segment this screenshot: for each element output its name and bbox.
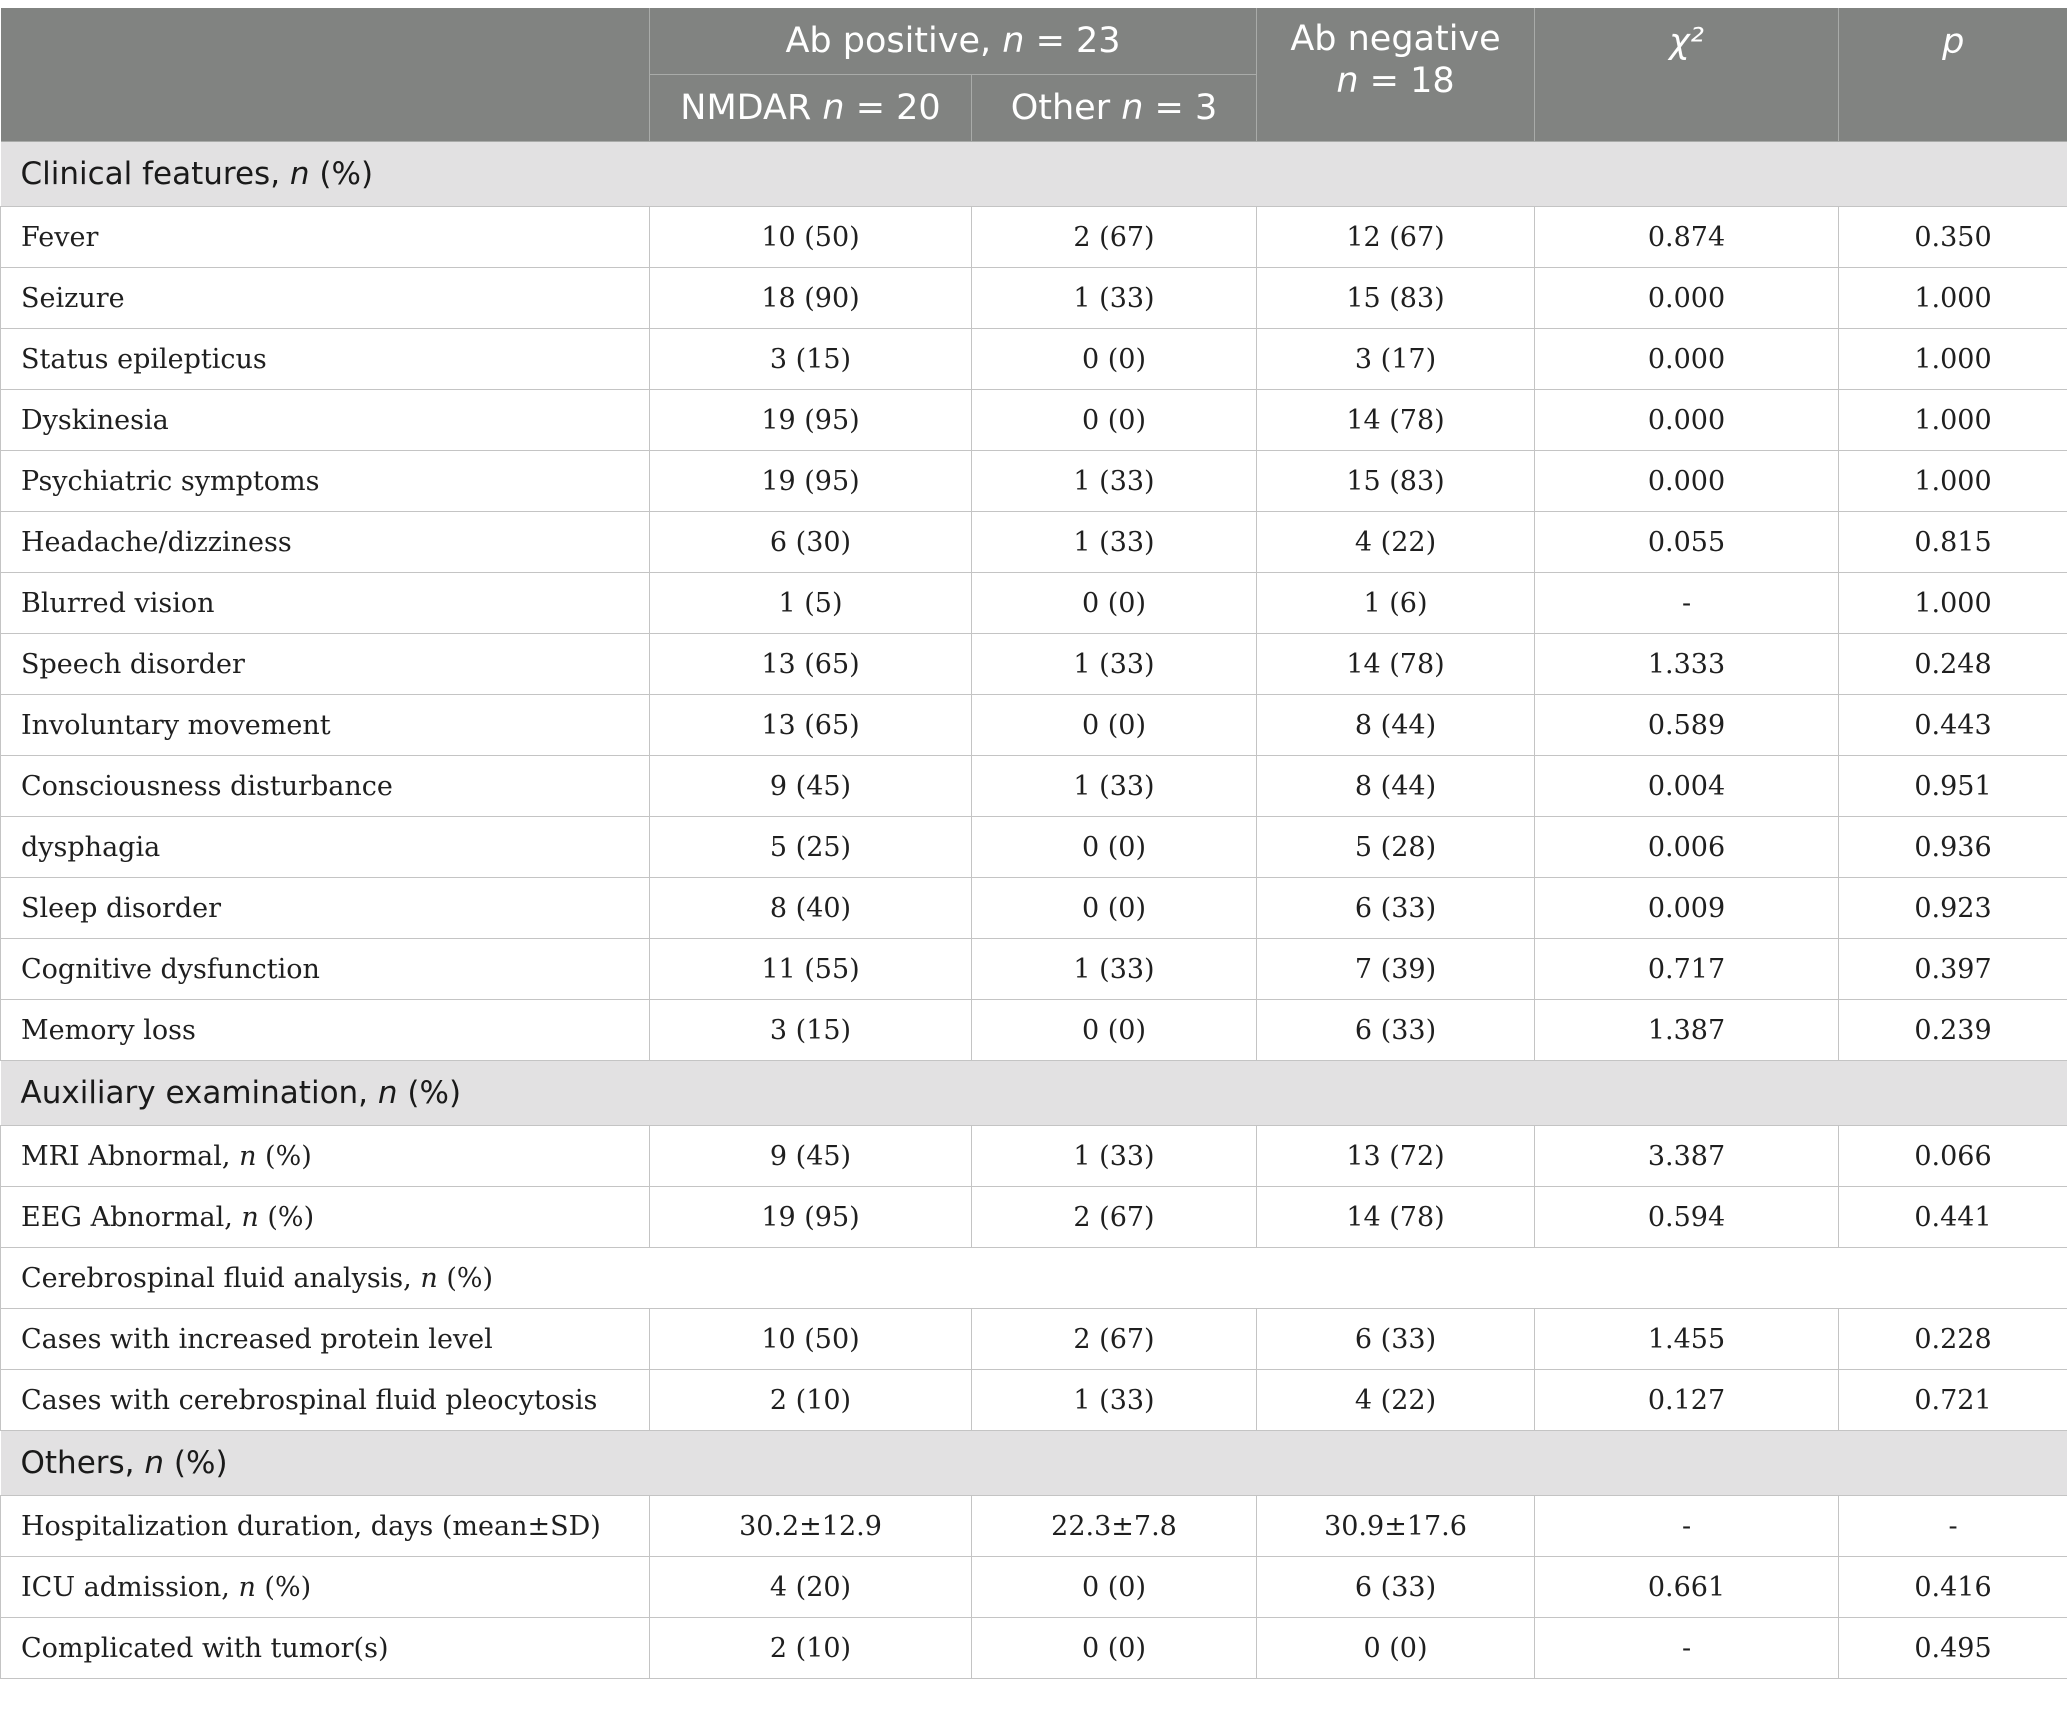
cell-other: 1 (33) <box>972 451 1257 512</box>
cell-p-value: 0.350 <box>1839 207 2067 268</box>
cell-other: 0 (0) <box>972 573 1257 634</box>
cell-ab-negative: 6 (33) <box>1257 878 1535 939</box>
cell-nmdar: 13 (65) <box>650 634 972 695</box>
cell-chi-square: 0.004 <box>1535 756 1839 817</box>
cell-nmdar: 9 (45) <box>650 756 972 817</box>
header-nmdar: NMDAR n = 20 <box>650 75 972 142</box>
cell-p-value: 0.951 <box>1839 756 2067 817</box>
table-row <box>1 390 2067 451</box>
cell-nmdar: 1 (5) <box>650 573 972 634</box>
cell-ab-negative: 8 (44) <box>1257 756 1535 817</box>
table-row <box>1 329 2067 390</box>
cell-nmdar: 13 (65) <box>650 695 972 756</box>
cell-nmdar: 8 (40) <box>650 878 972 939</box>
table-row <box>1 1557 2067 1618</box>
cell-p-value: 1.000 <box>1839 451 2067 512</box>
cell-nmdar: 19 (95) <box>650 451 972 512</box>
cell-nmdar: 19 (95) <box>650 1187 972 1248</box>
cell-p-value: 1.000 <box>1839 390 2067 451</box>
row-label: Cases with cerebrospinal fluid pleocytosis <box>1 1370 650 1431</box>
cell-nmdar: 5 (25) <box>650 817 972 878</box>
cell-other: 2 (67) <box>972 1309 1257 1370</box>
cell-p-value: 1.000 <box>1839 573 2067 634</box>
table-row <box>1 756 2067 817</box>
cell-p-value: 0.441 <box>1839 1187 2067 1248</box>
table-row <box>1 1248 2067 1309</box>
cell-p-value: 0.721 <box>1839 1370 2067 1431</box>
table-row <box>1 512 2067 573</box>
cell-chi-square: 0.055 <box>1535 512 1839 573</box>
header-other: Other n = 3 <box>972 75 1257 142</box>
cell-ab-negative: 13 (72) <box>1257 1126 1535 1187</box>
table-row <box>1 451 2067 512</box>
row-label: Consciousness disturbance <box>1 756 650 817</box>
table-row <box>1 695 2067 756</box>
cell-other: 1 (33) <box>972 512 1257 573</box>
table-row <box>1 1370 2067 1431</box>
cell-ab-negative: 14 (78) <box>1257 390 1535 451</box>
row-label: Dyskinesia <box>1 390 650 451</box>
cell-p-value: 1.000 <box>1839 329 2067 390</box>
cell-other: 0 (0) <box>972 817 1257 878</box>
cell-p-value: 0.239 <box>1839 1000 2067 1061</box>
cell-chi-square: 1.387 <box>1535 1000 1839 1061</box>
cell-other: 1 (33) <box>972 1126 1257 1187</box>
table-row <box>1 1309 2067 1370</box>
table-row <box>1 939 2067 1000</box>
cell-p-value: 0.228 <box>1839 1309 2067 1370</box>
header-blank-cell <box>1 8 650 142</box>
cell-other: 0 (0) <box>972 329 1257 390</box>
cell-ab-negative: 6 (33) <box>1257 1000 1535 1061</box>
cell-p-value: 0.416 <box>1839 1557 2067 1618</box>
cell-nmdar: 3 (15) <box>650 329 972 390</box>
row-label: Psychiatric symptoms <box>1 451 650 512</box>
cell-nmdar: 2 (10) <box>650 1618 972 1679</box>
cell-ab-negative: 12 (67) <box>1257 207 1535 268</box>
cell-nmdar: 18 (90) <box>650 268 972 329</box>
cell-chi-square: 0.717 <box>1535 939 1839 1000</box>
cell-ab-negative: 8 (44) <box>1257 695 1535 756</box>
header-ab-positive: Ab positive, n = 23 <box>650 8 1257 75</box>
cell-other: 1 (33) <box>972 1370 1257 1431</box>
section-title: Auxiliary examination, n (%) <box>1 1061 2067 1126</box>
cell-chi-square: 0.661 <box>1535 1557 1839 1618</box>
cell-p-value: 0.923 <box>1839 878 2067 939</box>
row-label: Memory loss <box>1 1000 650 1061</box>
header-p-value: p <box>1839 8 2067 142</box>
table-row <box>1 268 2067 329</box>
row-label: Involuntary movement <box>1 695 650 756</box>
row-label: Complicated with tumor(s) <box>1 1618 650 1679</box>
cell-other: 1 (33) <box>972 268 1257 329</box>
cell-chi-square: 0.000 <box>1535 329 1839 390</box>
row-label: MRI Abnormal, n (%) <box>1 1126 650 1187</box>
section-title: Clinical features, n (%) <box>1 142 2067 207</box>
row-label: Hospitalization duration, days (mean±SD) <box>1 1496 650 1557</box>
cell-chi-square: 1.333 <box>1535 634 1839 695</box>
cell-ab-negative: 6 (33) <box>1257 1557 1535 1618</box>
cell-nmdar: 30.2±12.9 <box>650 1496 972 1557</box>
cell-chi-square: - <box>1535 1496 1839 1557</box>
row-label: dysphagia <box>1 817 650 878</box>
header-ab-negative: Ab negative n = 18 <box>1257 8 1535 142</box>
cell-nmdar: 6 (30) <box>650 512 972 573</box>
row-label: Cases with increased protein level <box>1 1309 650 1370</box>
row-label: ICU admission, n (%) <box>1 1557 650 1618</box>
cell-p-value: 0.397 <box>1839 939 2067 1000</box>
table-row <box>1 1496 2067 1557</box>
table-row <box>1 207 2067 268</box>
cell-chi-square: 0.589 <box>1535 695 1839 756</box>
cell-ab-negative: 14 (78) <box>1257 1187 1535 1248</box>
row-label: Headache/dizziness <box>1 512 650 573</box>
table-header <box>1 8 2067 142</box>
row-label: Fever <box>1 207 650 268</box>
section-row <box>1 142 2067 207</box>
cell-other: 0 (0) <box>972 1557 1257 1618</box>
cell-ab-negative: 15 (83) <box>1257 268 1535 329</box>
cell-chi-square: - <box>1535 1618 1839 1679</box>
cell-ab-negative: 0 (0) <box>1257 1618 1535 1679</box>
section-row <box>1 1061 2067 1126</box>
row-label: Seizure <box>1 268 650 329</box>
cell-ab-negative: 4 (22) <box>1257 1370 1535 1431</box>
cell-nmdar: 19 (95) <box>650 390 972 451</box>
cell-nmdar: 10 (50) <box>650 207 972 268</box>
table-row <box>1 817 2067 878</box>
cell-other: 0 (0) <box>972 1000 1257 1061</box>
cell-other: 0 (0) <box>972 1618 1257 1679</box>
table-row <box>1 1618 2067 1679</box>
row-label: Blurred vision <box>1 573 650 634</box>
cell-p-value: 0.443 <box>1839 695 2067 756</box>
header-chi-square: χ² <box>1535 8 1839 142</box>
cell-nmdar: 2 (10) <box>650 1370 972 1431</box>
cell-other: 1 (33) <box>972 939 1257 1000</box>
cell-ab-negative: 14 (78) <box>1257 634 1535 695</box>
row-label: Sleep disorder <box>1 878 650 939</box>
cell-ab-negative: 15 (83) <box>1257 451 1535 512</box>
cell-chi-square: 0.000 <box>1535 451 1839 512</box>
cell-p-value: - <box>1839 1496 2067 1557</box>
row-label: Status epilepticus <box>1 329 650 390</box>
cell-chi-square: 0.874 <box>1535 207 1839 268</box>
cell-chi-square: 0.000 <box>1535 390 1839 451</box>
cell-ab-negative: 3 (17) <box>1257 329 1535 390</box>
cell-p-value: 0.495 <box>1839 1618 2067 1679</box>
cell-ab-negative: 5 (28) <box>1257 817 1535 878</box>
cell-chi-square: 1.455 <box>1535 1309 1839 1370</box>
cell-other: 0 (0) <box>972 695 1257 756</box>
section-title: Others, n (%) <box>1 1431 2067 1496</box>
cell-other: 0 (0) <box>972 878 1257 939</box>
cell-ab-negative: 4 (22) <box>1257 512 1535 573</box>
table-row <box>1 1126 2067 1187</box>
cell-nmdar: 10 (50) <box>650 1309 972 1370</box>
cell-nmdar: 9 (45) <box>650 1126 972 1187</box>
cell-p-value: 1.000 <box>1839 268 2067 329</box>
cell-ab-negative: 6 (33) <box>1257 1309 1535 1370</box>
section-row <box>1 1431 2067 1496</box>
cell-p-value: 0.248 <box>1839 634 2067 695</box>
table-row <box>1 573 2067 634</box>
cell-chi-square: 0.594 <box>1535 1187 1839 1248</box>
cell-other: 2 (67) <box>972 207 1257 268</box>
cell-ab-negative: 1 (6) <box>1257 573 1535 634</box>
cell-other: 1 (33) <box>972 634 1257 695</box>
cell-other: 0 (0) <box>972 390 1257 451</box>
row-label: Speech disorder <box>1 634 650 695</box>
table-row <box>1 634 2067 695</box>
cell-chi-square: - <box>1535 573 1839 634</box>
cell-p-value: 0.936 <box>1839 817 2067 878</box>
cell-other: 2 (67) <box>972 1187 1257 1248</box>
cell-ab-negative: 7 (39) <box>1257 939 1535 1000</box>
cell-nmdar: 11 (55) <box>650 939 972 1000</box>
table-body <box>1 142 2067 1679</box>
cell-p-value: 0.066 <box>1839 1126 2067 1187</box>
cell-ab-negative: 30.9±17.6 <box>1257 1496 1535 1557</box>
row-label: EEG Abnormal, n (%) <box>1 1187 650 1248</box>
cell-nmdar: 3 (15) <box>650 1000 972 1061</box>
cell-chi-square: 0.127 <box>1535 1370 1839 1431</box>
cell-chi-square: 0.009 <box>1535 878 1839 939</box>
row-label: Cognitive dysfunction <box>1 939 650 1000</box>
table-row <box>1 1187 2067 1248</box>
table-row <box>1 878 2067 939</box>
cell-chi-square: 0.006 <box>1535 817 1839 878</box>
cell-other: 1 (33) <box>972 756 1257 817</box>
row-label: Cerebrospinal fluid analysis, n (%) <box>1 1248 2067 1309</box>
cell-chi-square: 0.000 <box>1535 268 1839 329</box>
table-row <box>1 1000 2067 1061</box>
cell-p-value: 0.815 <box>1839 512 2067 573</box>
cell-chi-square: 3.387 <box>1535 1126 1839 1187</box>
comparison-table <box>0 8 2067 1679</box>
cell-other: 22.3±7.8 <box>972 1496 1257 1557</box>
cell-nmdar: 4 (20) <box>650 1557 972 1618</box>
